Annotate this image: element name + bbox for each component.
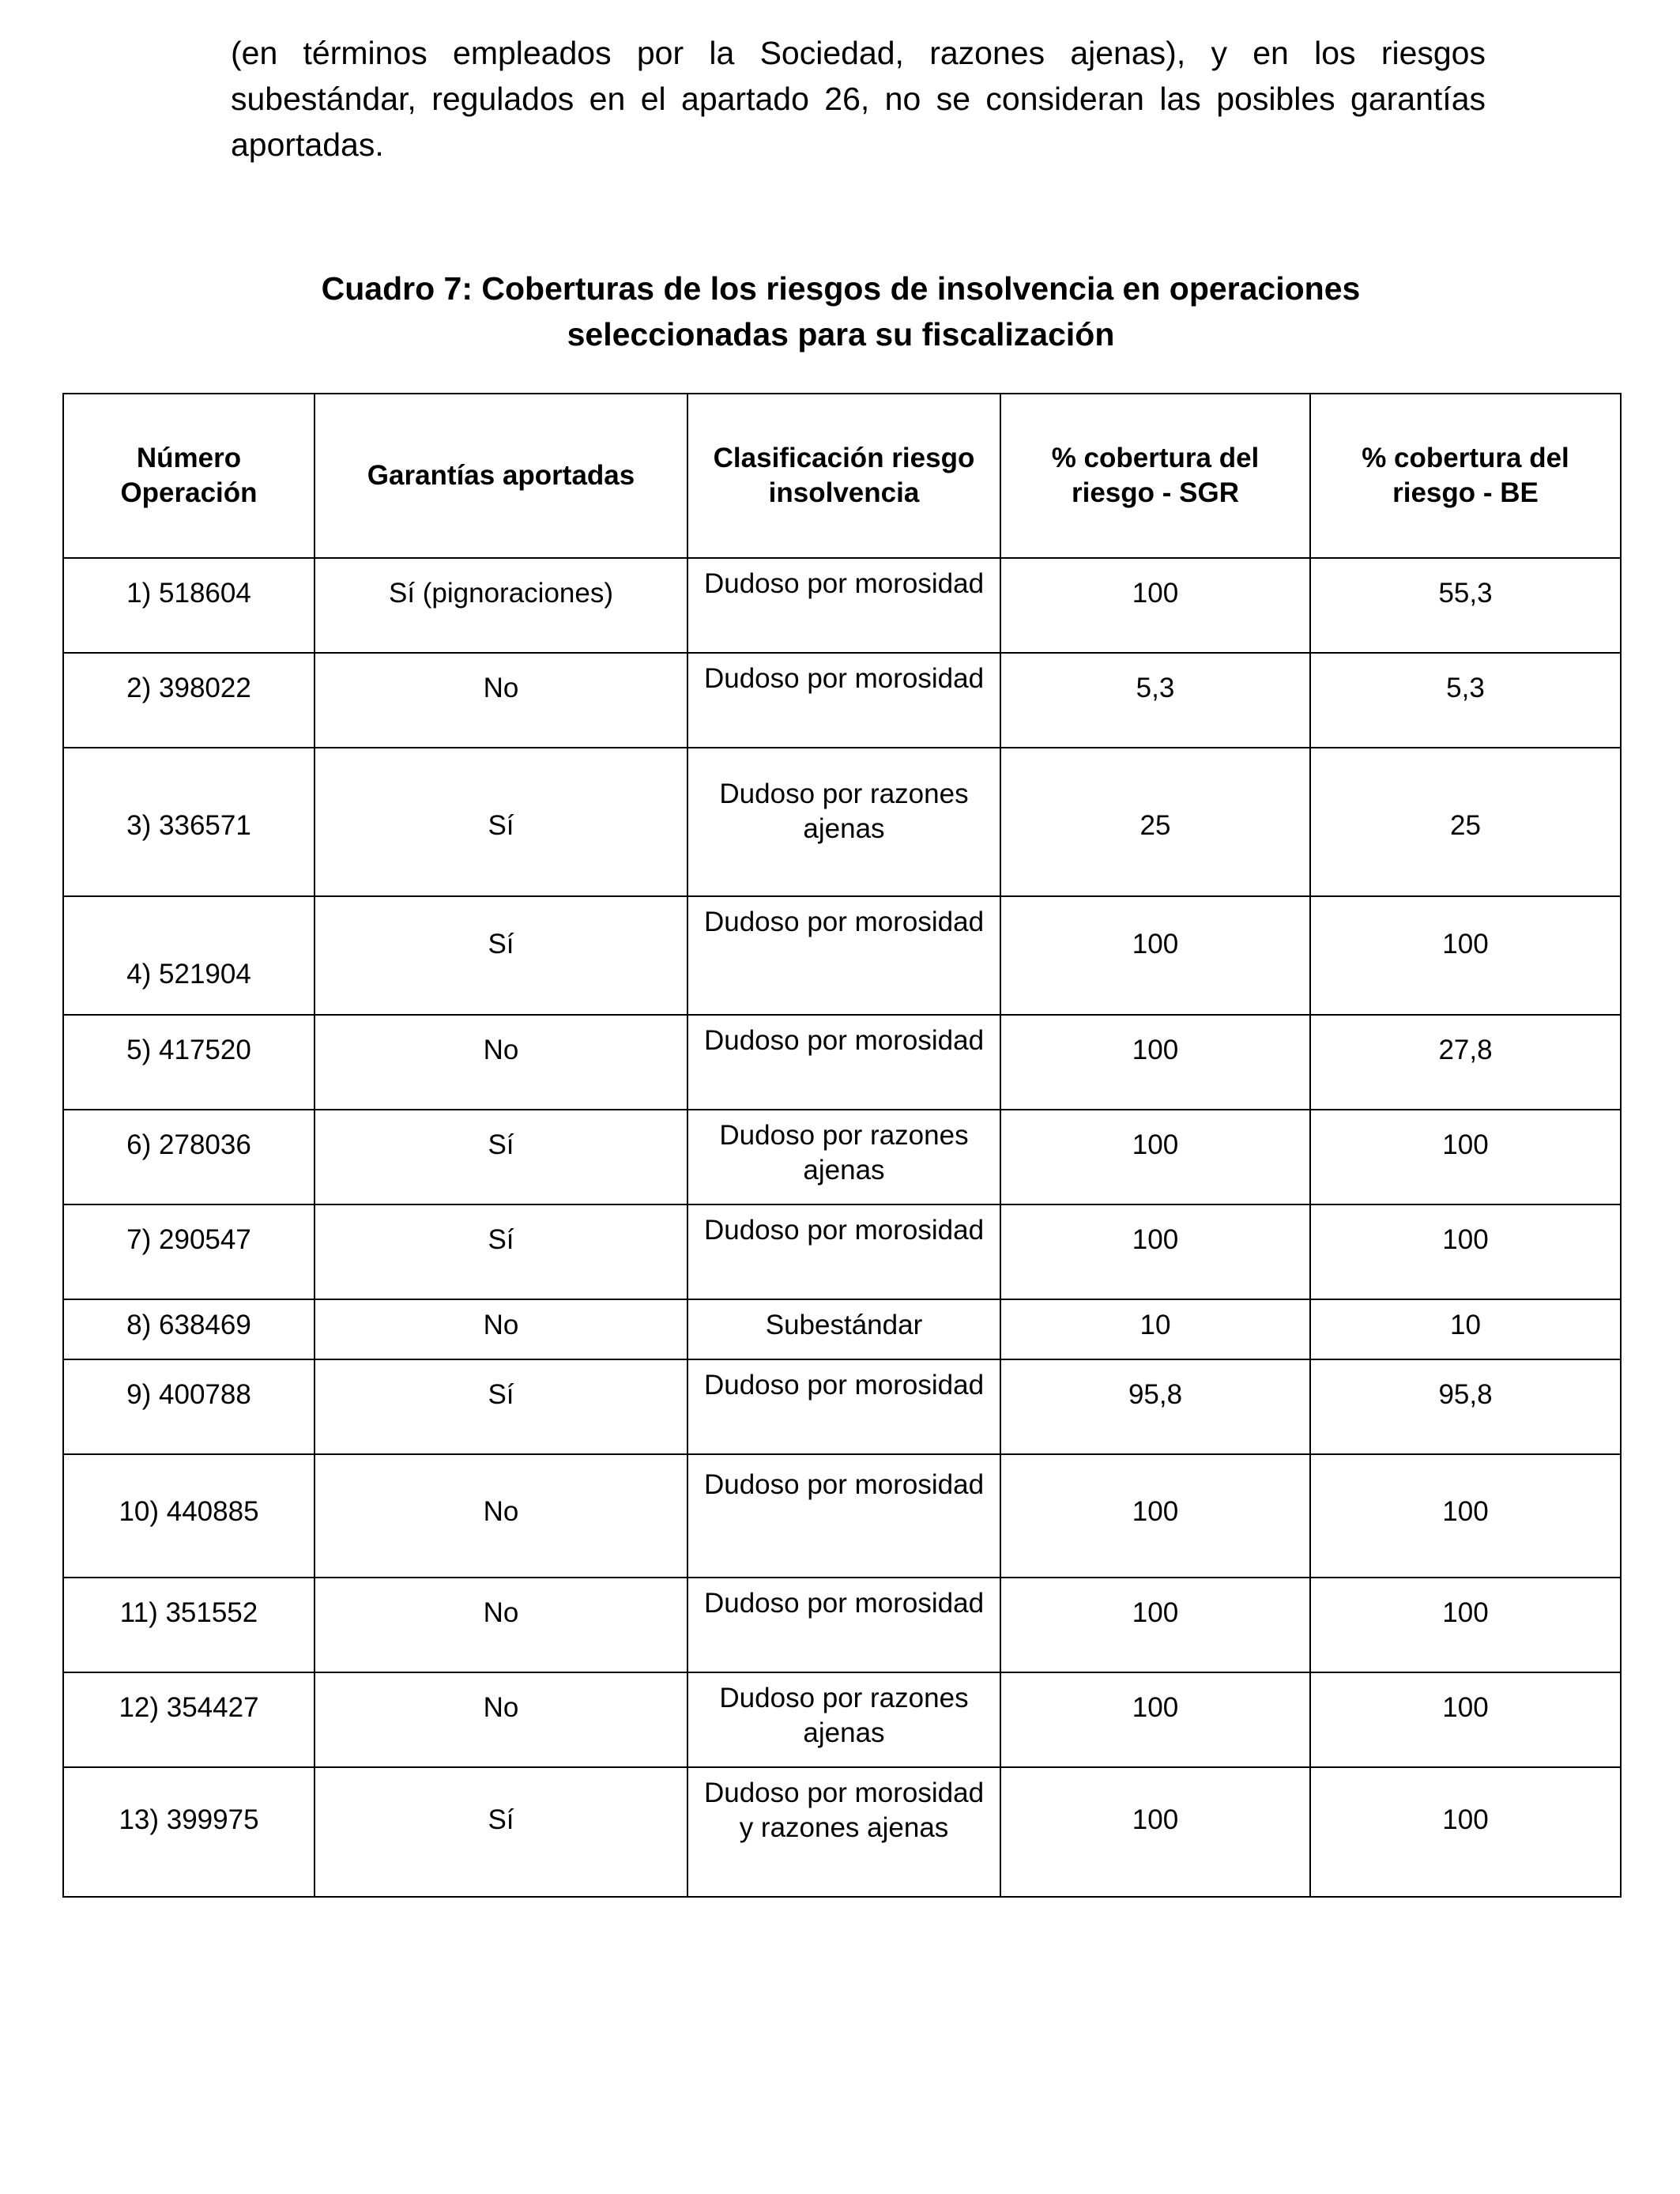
cell-sgr	[1000, 558, 1310, 653]
cell-numero-text: 10) 440885	[119, 1496, 259, 1527]
cell-sgr-text: 100	[1132, 1129, 1179, 1160]
table-row	[63, 1359, 1621, 1454]
cell-garantias-text: No	[483, 1035, 519, 1065]
header-cobertura-be: % cobertura del riesgo - BE	[1310, 394, 1621, 558]
table-row	[63, 748, 1621, 896]
cell-sgr-text: 100	[1132, 1496, 1179, 1527]
table-header-row	[63, 394, 1621, 558]
cell-garantias-text: No	[483, 1597, 519, 1628]
cell-numero-text: 6) 278036	[126, 1129, 251, 1160]
cell-be	[1310, 1578, 1621, 1672]
cell-clasificacion: Dudoso por razones ajenas	[687, 1110, 1000, 1204]
cell-garantias	[315, 748, 687, 896]
table-row	[63, 1015, 1621, 1110]
cell-numero-text: 5) 417520	[126, 1035, 251, 1065]
cell-sgr	[1000, 1672, 1310, 1767]
cell-garantias-text: Sí	[488, 929, 514, 959]
cell-clasificacion: Dudoso por morosidad	[687, 1578, 1000, 1672]
cell-be	[1310, 558, 1621, 653]
cell-be	[1310, 1110, 1621, 1204]
intro-paragraph: (en términos empleados por la Sociedad, razones ajenas), y en los riesgos subestándar, regulados en el apartado 26, no se consideran las posibles garantías aportadas.	[231, 35, 1486, 163]
cell-clasificacion: Dudoso por morosidad y razones ajenas	[687, 1767, 1000, 1897]
cell-garantias	[315, 1672, 687, 1767]
cell-be-text: 100	[1442, 1129, 1489, 1160]
cell-garantias-text: Sí	[488, 1224, 514, 1255]
cell-sgr-text: 5,3	[1136, 673, 1175, 703]
cell-garantias	[315, 1578, 687, 1672]
cell-be-text: 100	[1442, 1597, 1489, 1628]
cell-numero-text: 3) 336571	[126, 810, 251, 841]
cell-sgr	[1000, 896, 1310, 1015]
cell-garantias-text: Sí (pignoraciones)	[388, 578, 614, 609]
cell-clasificacion: Dudoso por morosidad	[687, 558, 1000, 653]
cell-be: 10	[1310, 1299, 1621, 1359]
header-numero-operacion: Número Operación	[63, 394, 315, 558]
cell-numero	[63, 1767, 315, 1897]
cell-numero-text: 9) 400788	[126, 1379, 251, 1410]
cell-garantias	[315, 558, 687, 653]
cell-be-text: 100	[1442, 929, 1489, 959]
cell-sgr-text: 100	[1132, 1035, 1179, 1065]
header-clasificacion-riesgo: Clasificación riesgo insolvencia	[687, 394, 1000, 558]
cell-be-text: 55,3	[1438, 578, 1493, 609]
cell-garantias	[315, 653, 687, 748]
cell-sgr-text: 100	[1132, 1692, 1179, 1723]
header-garantias-aportadas: Garantías aportadas	[315, 394, 687, 558]
cell-sgr-text: 100	[1132, 1804, 1179, 1835]
caption-line-1: Cuadro 7: Coberturas de los riesgos de insolvencia en operaciones	[321, 270, 1361, 307]
cell-garantias	[315, 1767, 687, 1897]
coverage-table	[62, 393, 1622, 1898]
cell-numero	[63, 1110, 315, 1204]
cell-clasificacion-text: Dudoso por razones ajenas	[719, 778, 969, 844]
cell-numero	[63, 1672, 315, 1767]
cell-numero-text: 7) 290547	[126, 1224, 251, 1255]
table-row	[63, 1204, 1621, 1299]
cell-be-text: 25	[1450, 810, 1481, 841]
cell-sgr	[1000, 1767, 1310, 1897]
cell-numero	[63, 1015, 315, 1110]
cell-numero	[63, 748, 315, 896]
table-row	[63, 1672, 1621, 1767]
header-cobertura-sgr: % cobertura del riesgo - SGR	[1000, 394, 1310, 558]
caption-line-2: seleccionadas para su fiscalización	[567, 316, 1115, 352]
cell-sgr-text: 100	[1132, 929, 1179, 959]
cell-sgr	[1000, 748, 1310, 896]
cell-sgr-text: 25	[1139, 810, 1171, 841]
cell-sgr-text: 100	[1132, 1597, 1179, 1628]
cell-numero-text: 12) 354427	[119, 1692, 259, 1723]
cell-garantias-text: Sí	[488, 810, 514, 841]
cell-clasificacion-text: Dudoso por morosidad	[703, 1469, 985, 1500]
cell-sgr	[1000, 1454, 1310, 1578]
table-row	[63, 1454, 1621, 1578]
cell-clasificacion	[687, 1454, 1000, 1578]
cell-garantias-text: No	[483, 673, 519, 703]
cell-garantias	[315, 1454, 687, 1578]
cell-be-text: 95,8	[1438, 1379, 1493, 1410]
cell-clasificacion: Dudoso por morosidad	[687, 1204, 1000, 1299]
table-row	[63, 1299, 1621, 1359]
cell-numero: 8) 638469	[63, 1299, 315, 1359]
cell-garantias	[315, 1015, 687, 1110]
table-row	[63, 653, 1621, 748]
cell-be	[1310, 1454, 1621, 1578]
cell-be	[1310, 1359, 1621, 1454]
cell-numero	[63, 1359, 315, 1454]
cell-garantias: No	[315, 1299, 687, 1359]
cell-sgr	[1000, 1359, 1310, 1454]
table-row	[63, 896, 1621, 1015]
cell-clasificacion: Dudoso por morosidad	[687, 653, 1000, 748]
cell-sgr: 10	[1000, 1299, 1310, 1359]
cell-numero	[63, 653, 315, 748]
cell-numero	[63, 558, 315, 653]
cell-clasificacion: Subestándar	[687, 1299, 1000, 1359]
cell-clasificacion: Dudoso por razones ajenas	[687, 1672, 1000, 1767]
cell-be-text: 100	[1442, 1804, 1489, 1835]
cell-numero-text: 2) 398022	[126, 673, 251, 703]
table-row	[63, 1578, 1621, 1672]
table-caption	[63, 266, 1618, 357]
cell-garantias-text: No	[483, 1496, 519, 1527]
cell-be-text: 5,3	[1446, 673, 1485, 703]
cell-garantias-text: Sí	[488, 1129, 514, 1160]
cell-sgr-text: 100	[1132, 578, 1179, 609]
cell-garantias	[315, 1359, 687, 1454]
cell-garantias-text: Sí	[488, 1804, 514, 1835]
cell-sgr-text: 95,8	[1128, 1379, 1183, 1410]
table-row	[63, 558, 1621, 653]
cell-be	[1310, 1015, 1621, 1110]
cell-garantias	[315, 1204, 687, 1299]
cell-be-text: 100	[1442, 1692, 1489, 1723]
cell-sgr	[1000, 1110, 1310, 1204]
cell-numero	[63, 896, 315, 1015]
cell-clasificacion	[687, 748, 1000, 896]
cell-numero-text: 11) 351552	[119, 1597, 258, 1628]
table-row	[63, 1110, 1621, 1204]
cell-numero	[63, 1204, 315, 1299]
cell-numero-text: 13) 399975	[119, 1804, 259, 1835]
cell-garantias	[315, 896, 687, 1015]
cell-sgr	[1000, 1578, 1310, 1672]
cell-be	[1310, 1767, 1621, 1897]
cell-clasificacion: Dudoso por morosidad	[687, 1359, 1000, 1454]
cell-clasificacion: Dudoso por morosidad	[687, 1015, 1000, 1110]
cell-be	[1310, 653, 1621, 748]
cell-sgr	[1000, 653, 1310, 748]
cell-numero-text: 1) 518604	[126, 578, 251, 609]
cell-sgr	[1000, 1204, 1310, 1299]
cell-be	[1310, 748, 1621, 896]
cell-garantias	[315, 1110, 687, 1204]
cell-be-text: 100	[1442, 1224, 1489, 1255]
cell-be-text: 27,8	[1438, 1035, 1493, 1065]
cell-be-text: 100	[1442, 1496, 1489, 1527]
cell-garantias-text: Sí	[488, 1379, 514, 1410]
cell-sgr-text: 100	[1132, 1224, 1179, 1255]
cell-be	[1310, 1204, 1621, 1299]
cell-clasificacion: Dudoso por morosidad	[687, 896, 1000, 1015]
cell-garantias-text: No	[483, 1692, 519, 1723]
cell-be	[1310, 1672, 1621, 1767]
cell-numero	[63, 1578, 315, 1672]
table-row	[63, 1767, 1621, 1897]
cell-sgr	[1000, 1015, 1310, 1110]
cell-be	[1310, 896, 1621, 1015]
cell-numero	[63, 1454, 315, 1578]
cell-numero-text: 4) 521904	[126, 959, 251, 990]
